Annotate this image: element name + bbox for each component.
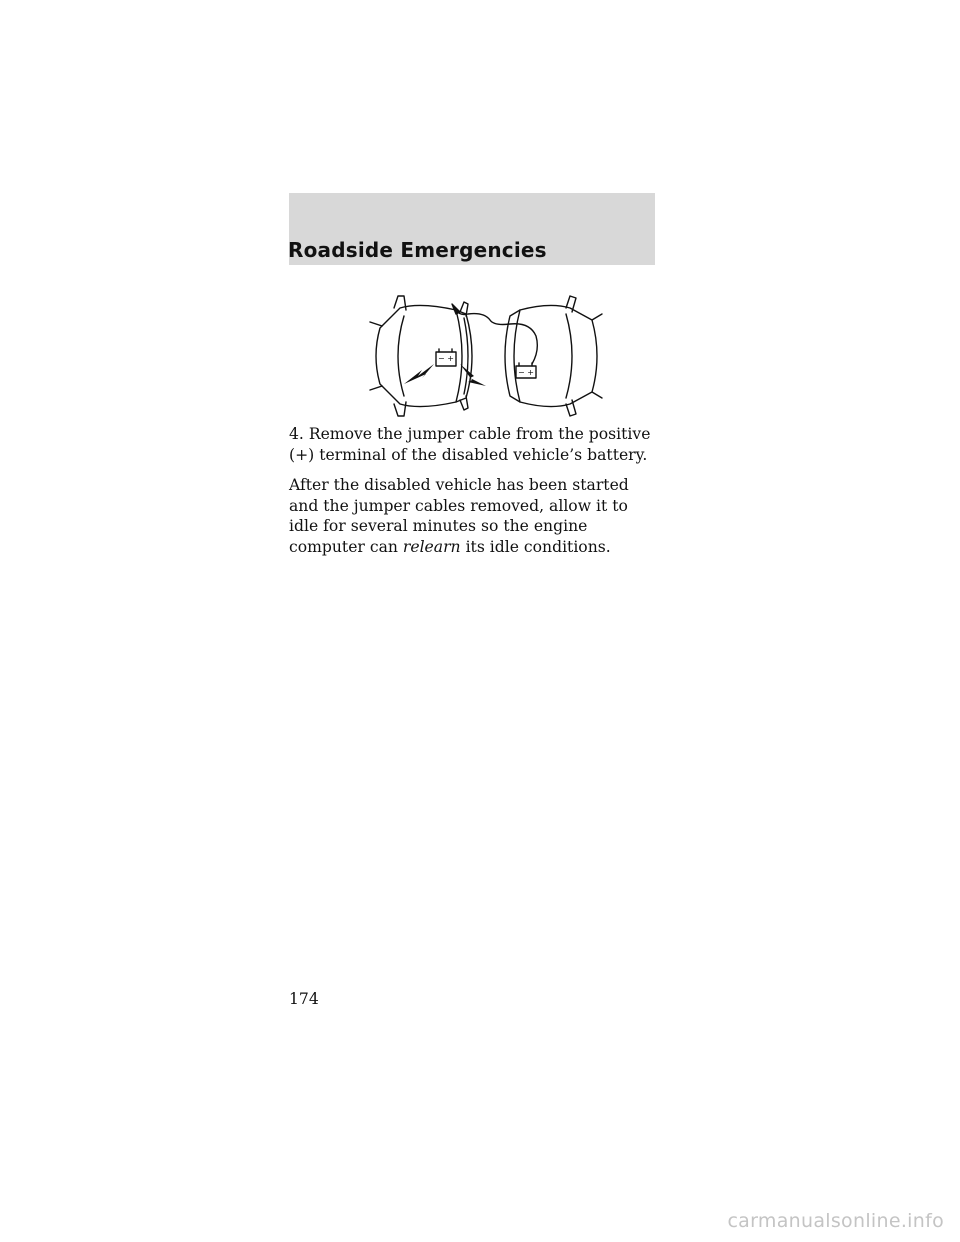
svg-text:− +: − + — [518, 368, 534, 377]
relearn-emphasis: relearn — [402, 537, 461, 556]
spark-icon — [404, 364, 486, 386]
section-title: Roadside Emergencies — [288, 238, 547, 262]
instructions — [289, 424, 659, 567]
step-4-text: 4. Remove the jumper cable from the positive (+) terminal of the disabled vehicle’s battery. — [289, 425, 651, 464]
left-battery-icon — [436, 349, 456, 366]
watermark: carmanualsonline.info — [727, 1210, 944, 1232]
right-vehicle-outline — [505, 296, 602, 416]
paragraph-text-end: its idle conditions. — [465, 537, 611, 556]
page-number: 174 — [289, 990, 319, 1008]
after-start-paragraph — [289, 475, 659, 557]
right-battery-icon — [516, 363, 536, 378]
jump-start-illustration — [360, 292, 610, 420]
svg-text:− +: − + — [438, 354, 454, 363]
paragraph-text-start: After the disabled vehicle has been started and the jumper cables removed, allow it to idle for several minutes so the engine computer can — [289, 476, 629, 556]
